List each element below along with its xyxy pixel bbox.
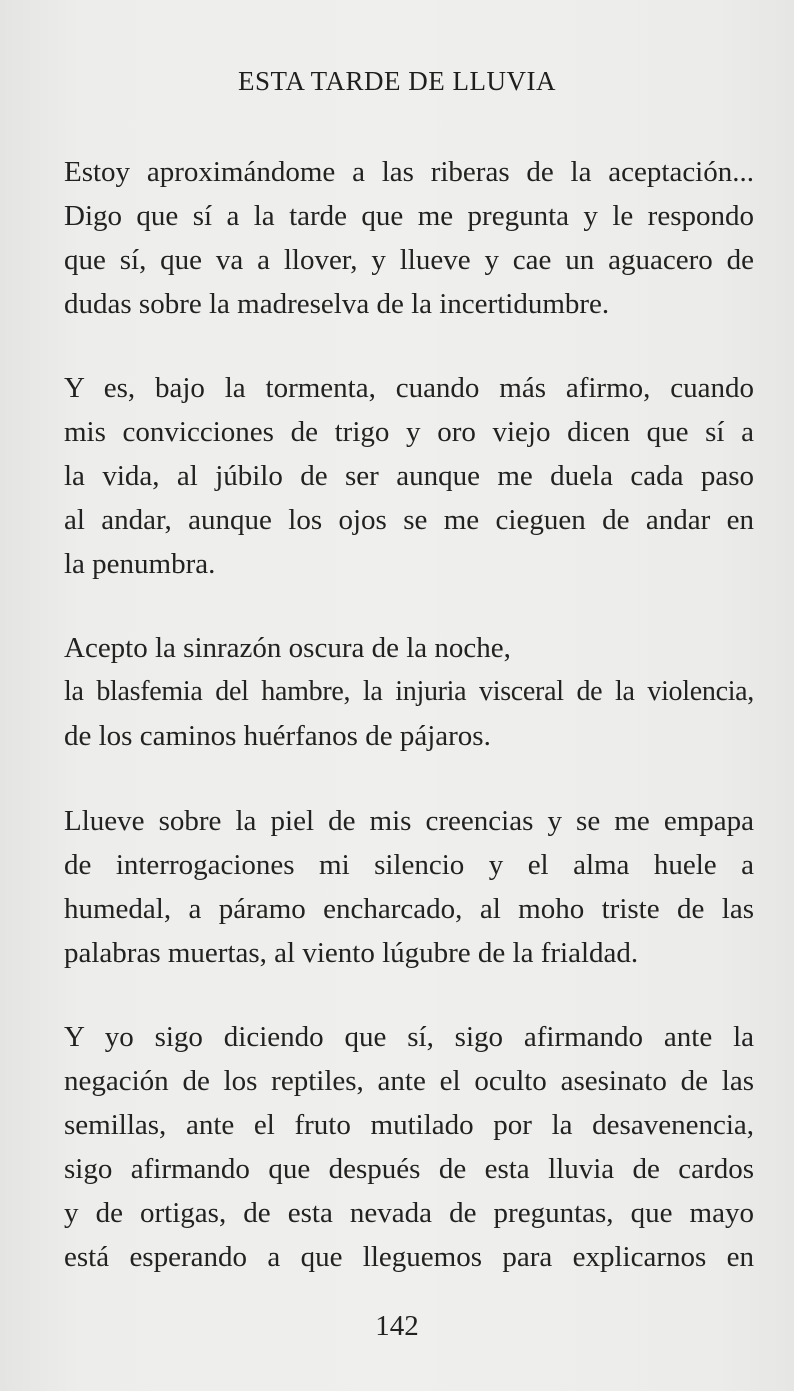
text-line: de interrogaciones mi silencio y el alma huele a (64, 849, 754, 881)
text-line: mis convicciones de trigo y oro viejo dicen que sí a (64, 416, 754, 448)
text-line: la penumbra. (64, 548, 216, 580)
text-line: humedal, a páramo encharcado, al moho triste de las (64, 893, 754, 925)
text-line: dudas sobre la madreselva de la incertidumbre. (64, 288, 610, 320)
text-line: al andar, aunque los ojos se me cieguen de andar en (64, 504, 754, 536)
text-line: sigo afirmando que después de esta lluvia de cardos (64, 1153, 754, 1185)
text-line: está esperando a que lleguemos para explicarnos en (64, 1241, 754, 1273)
paragraph-5 (64, 1015, 754, 1279)
text-line: Acepto la sinrazón oscura de la noche, (64, 632, 511, 664)
text-line: la vida, al júbilo de ser aunque me duela cada paso (64, 460, 754, 492)
paragraph-4 (64, 799, 754, 975)
text-line: Estoy aproximándome a las riberas de la aceptación... (64, 156, 754, 188)
text-line: Y es, bajo la tormenta, cuando más afirmo, cuando (64, 372, 754, 404)
text-line: negación de los reptiles, ante el oculto asesinato de las (64, 1065, 754, 1097)
text-line: la blasfemia del hambre, la injuria visceral de la violencia, (64, 676, 754, 707)
poem-title: ESTA TARDE DE LLUVIA (238, 66, 556, 96)
text-line: y de ortigas, de esta nevada de preguntas, que mayo (64, 1197, 754, 1229)
text-line: que sí, que va a llover, y llueve y cae un aguacero de (64, 244, 754, 276)
text-line: Llueve sobre la piel de mis creencias y se me empapa (64, 805, 754, 837)
text-line: de los caminos huérfanos de pájaros. (64, 720, 491, 752)
text-line: palabras muertas, al viento lúgubre de la frialdad. (64, 937, 639, 969)
text-line: semillas, ante el fruto mutilado por la desavenencia, (64, 1109, 754, 1141)
paragraph-1 (64, 150, 754, 326)
paragraph-3 (64, 626, 754, 758)
page-number: 142 (375, 1310, 419, 1342)
paragraph-2 (64, 366, 754, 586)
text-line: Y yo sigo diciendo que sí, sigo afirmando ante la (64, 1021, 754, 1053)
text-line: Digo que sí a la tarde que me pregunta y le respondo (64, 200, 754, 232)
